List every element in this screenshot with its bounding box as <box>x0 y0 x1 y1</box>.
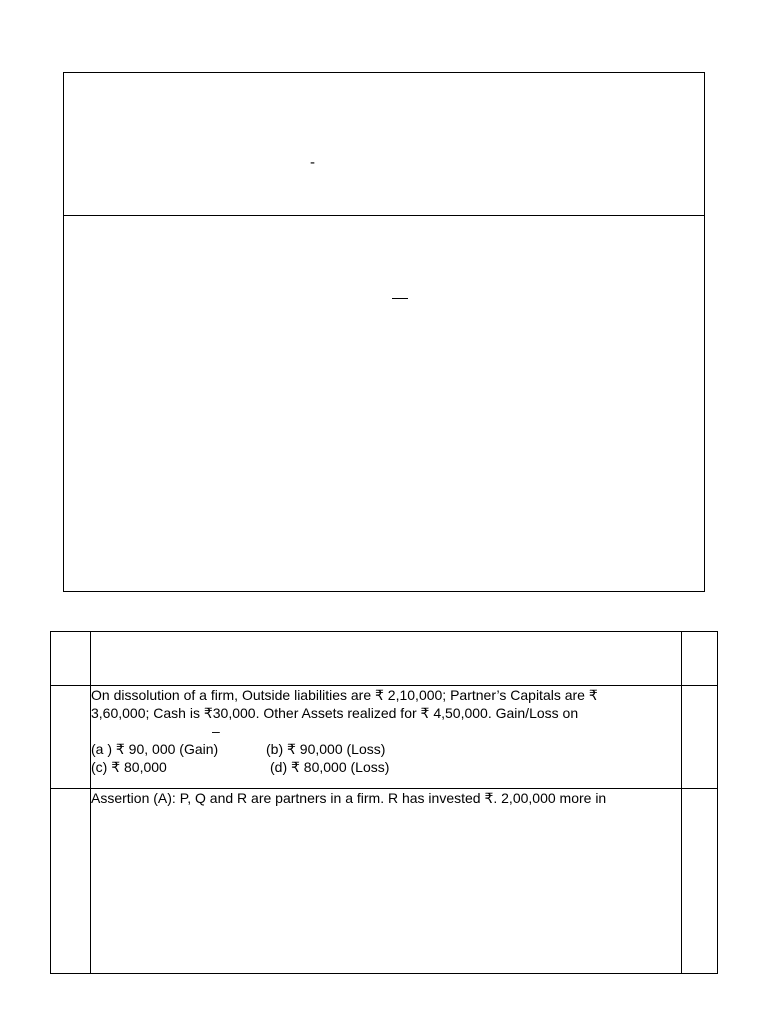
question-line: On dissolution of a firm, Outside liabilities are ₹ 2,10,000; Partner’s Capitals are ₹ <box>91 687 598 703</box>
question-table <box>50 631 718 974</box>
question-text <box>91 632 682 686</box>
question-text <box>91 686 682 789</box>
option-a: (a ) ₹ 90, 000 (Gain) <box>91 741 219 757</box>
question-line: 3,60,000; Cash is ₹30,000. Other Assets realized for ₹ 4,50,000. Gain/Loss on <box>91 705 579 721</box>
question-number <box>51 632 91 686</box>
options-row <box>91 758 681 776</box>
question-marks <box>682 686 718 789</box>
underline-mark <box>392 298 408 299</box>
options-row <box>91 740 681 758</box>
option-c: (c) ₹ 80,000 <box>91 759 167 775</box>
question-number <box>51 686 91 789</box>
box-divider <box>64 215 704 216</box>
table-row <box>51 789 718 974</box>
dash-mark: - <box>310 154 315 171</box>
question-marks <box>682 632 718 686</box>
table-row <box>51 686 718 789</box>
table-row <box>51 632 718 686</box>
option-d: (d) ₹ 80,000 (Loss) <box>270 759 390 775</box>
answer-blank: – <box>212 723 220 739</box>
question-marks <box>682 789 718 974</box>
option-b: (b) ₹ 90,000 (Loss) <box>266 741 386 757</box>
top-content-box <box>63 72 705 592</box>
question-line: Assertion (A): P, Q and R are partners in a firm. R has invested ₹. 2,00,000 more in <box>91 790 607 806</box>
question-number <box>51 789 91 974</box>
question-text <box>91 789 682 974</box>
